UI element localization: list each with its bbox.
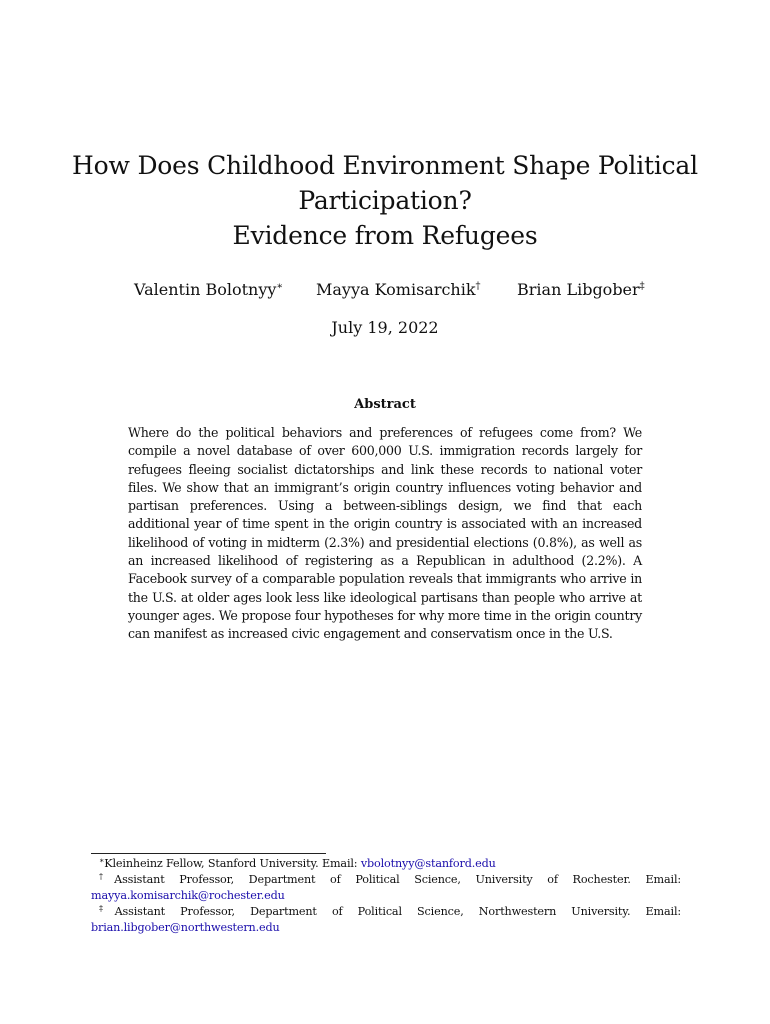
abstract-text: Where do the political behaviors and preferences of refugees come from? We compile a novel database of over 600,000 U.S. immigration records largely for refugees fleeing socialist dictatorships and link these records to national voter files. We show that an immigrant’s origin country influences voting behavior and partisan preferences. Using a between-siblings design, we find that each additional year of time spent in the origin country is associated with an increased likelihood of voting in midterm (2.3%) and presidential elections (0.8%), as well as an increased likelihood of registering as a Republican in adulthood (2.2%). A Facebook survey of a comparable population reveals that immigrants who arrive in the U.S. at older ages look less like ideological partisans than people who arrive at younger ages. We propose four hypotheses for why more time in the origin country can manifest as increased civic engagement and conservatism once in the U.S.: [128, 425, 642, 642]
author-name: Brian Libgober: [517, 280, 640, 299]
title-line-2: Participation?: [298, 186, 472, 215]
email-link-libgober[interactable]: brian.libgober@northwestern.edu: [91, 921, 280, 934]
footnote-3: [91, 904, 681, 936]
author-footnote-mark[interactable]: †: [475, 281, 481, 292]
footnote-mark: ∗: [99, 856, 105, 865]
author-libgober: [517, 280, 645, 299]
author-bolotnyy: [134, 280, 283, 299]
paper-title: [60, 148, 710, 253]
author-list: [0, 280, 770, 306]
author-name: Mayya Komisarchik: [316, 280, 476, 299]
footnote-2: [91, 872, 681, 904]
author-footnote-mark[interactable]: ∗: [276, 281, 284, 292]
email-link-komisarchik[interactable]: mayya.komisarchik@rochester.edu: [91, 889, 285, 902]
author-komisarchik: [316, 280, 481, 299]
footnotes: [91, 856, 681, 936]
author-footnote-mark[interactable]: ‡: [639, 281, 645, 292]
footnote-text: Assistant Professor, Department of Political Science, Northwestern University. Email:: [114, 905, 681, 918]
abstract-heading: Abstract: [354, 397, 416, 412]
author-name: Valentin Bolotnyy: [134, 280, 277, 299]
footnote-text: Kleinheinz Fellow, Stanford University. Email:: [104, 857, 361, 870]
footnote-1: [91, 856, 681, 872]
footnote-divider: [91, 853, 326, 854]
footnote-mark: †: [99, 872, 115, 881]
email-link-bolotnyy[interactable]: vbolotnyy@stanford.edu: [360, 857, 496, 870]
title-line-1: How Does Childhood Environment Shape Political: [72, 151, 698, 180]
footnote-mark: ‡: [99, 904, 115, 913]
title-line-3: Evidence from Refugees: [232, 221, 538, 250]
publication-date: July 19, 2022: [331, 318, 439, 337]
footnote-text: Assistant Professor, Department of Political Science, University of Rochester. Email:: [114, 873, 681, 886]
